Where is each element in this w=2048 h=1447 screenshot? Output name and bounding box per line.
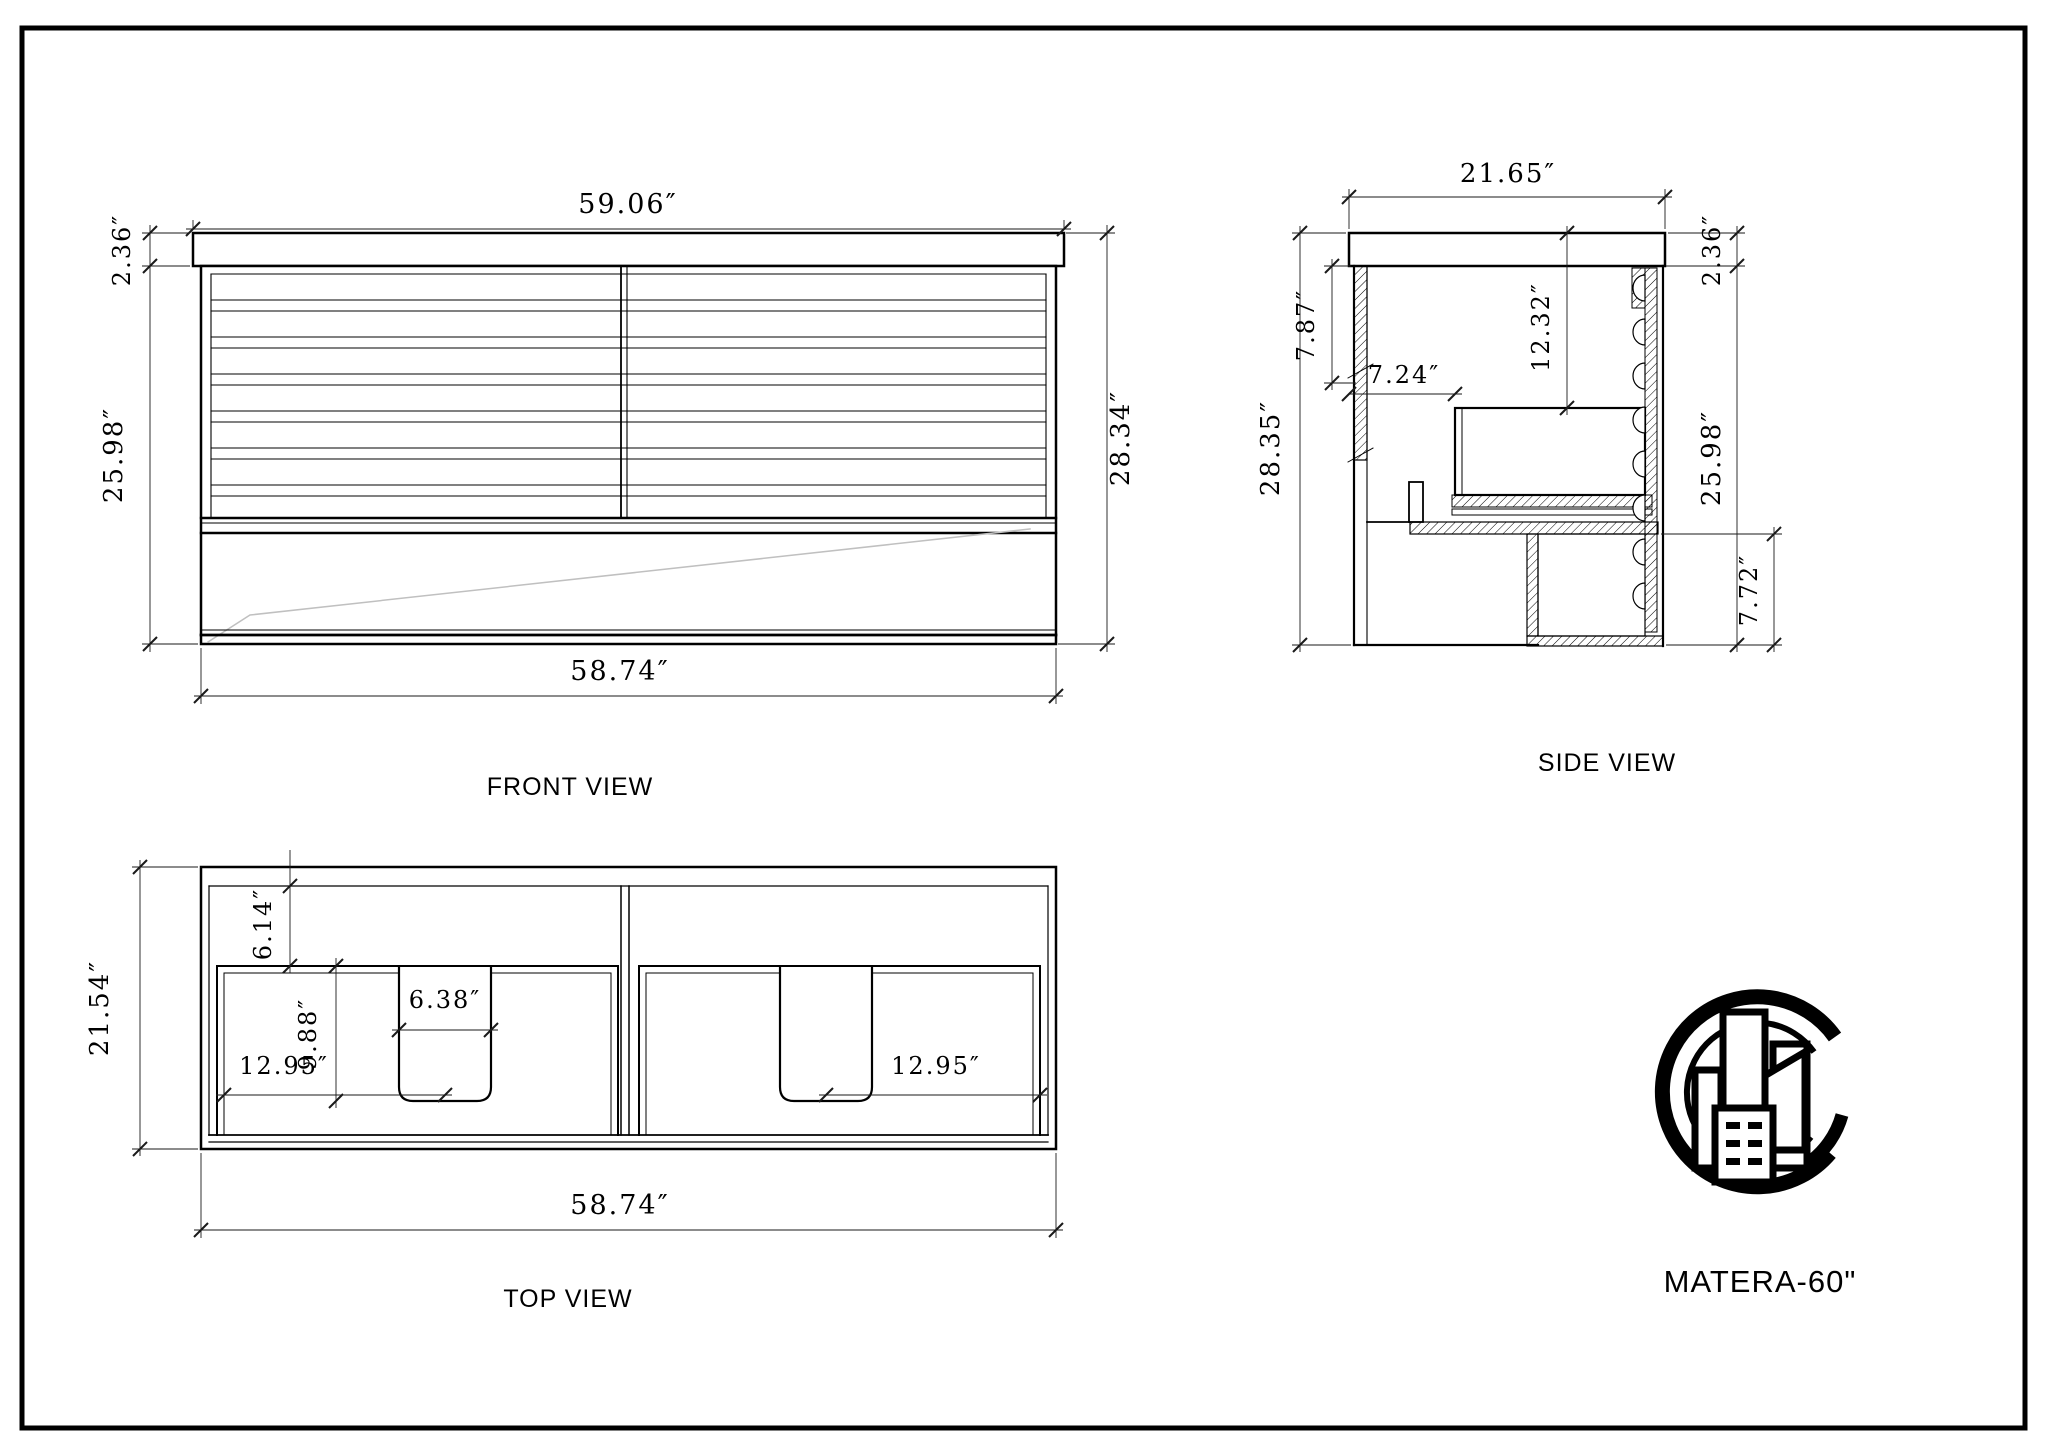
side-lower-drawer [1538,534,1645,636]
top-dim-left-drain-offset: 12.95″ [239,1052,329,1080]
logo-building-front [1715,1108,1773,1182]
front-dim-overall-height: 28.34″ [1106,389,1136,487]
top-dim-drain-width: 6.38″ [408,986,482,1014]
top-dim-bottom-width: 58.74″ [570,1190,670,1221]
front-dim-body-height: 25.98″ [99,406,129,504]
top-dim-overall-depth: 21.54″ [85,959,115,1057]
side-dim-sink-inset: 12.32″ [1527,282,1555,372]
front-view-label: FRONT VIEW [486,773,654,801]
top-right-drain-cutout [780,967,872,1101]
side-dim-lower-compartment: 7.72″ [1735,553,1763,627]
side-front-panel [1645,268,1657,632]
side-dim-wall-recess: 7.87″ [1292,288,1320,362]
front-dim-countertop-thickness: 2.36″ [108,213,136,287]
front-countertop [193,233,1064,266]
side-dim-top-depth: 21.65″ [1459,159,1557,189]
side-dim-body-height: 25.98″ [1697,409,1727,507]
city-circle-logo [1662,997,1842,1187]
top-view-label: TOP VIEW [503,1285,633,1313]
front-view [193,233,1064,644]
side-dim-countertop-thickness: 2.36″ [1698,213,1726,287]
side-countertop [1349,233,1665,266]
side-bottom-slab [1410,522,1658,534]
side-dim-recess-depth: 7.24″ [1367,361,1441,389]
side-view [1348,233,1665,646]
side-view-label: SIDE VIEW [1537,749,1677,777]
side-sink-bowl [1455,408,1645,495]
product-name: MATERA-60" [1663,1264,1857,1299]
side-mount-post [1409,482,1423,522]
top-dim-basin-front-offset: 6.14″ [249,887,277,961]
side-dim-overall-height: 28.35″ [1256,399,1286,497]
top-dim-right-drain-offset: 12.95″ [891,1052,981,1080]
top-dim-basin-inner-depth: 9.88″ [294,997,322,1071]
front-body [201,266,1056,644]
side-left-wall [1354,266,1367,460]
front-dim-bottom-width: 58.74″ [570,656,670,687]
front-dim-top-width: 59.06″ [578,189,678,220]
